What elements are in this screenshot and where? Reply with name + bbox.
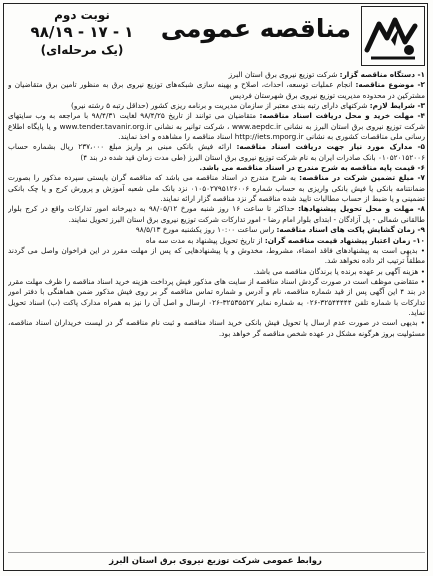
section-text: شرکت توزیع نیروی برق استان البرز	[228, 70, 340, 79]
notice-body	[8, 70, 425, 544]
section-label: ۳- شرایط لازم:	[369, 101, 425, 111]
section-opening-time	[8, 225, 425, 235]
round-label: نوبت دوم	[54, 8, 110, 22]
utility-company-logo-icon	[361, 6, 425, 66]
section-requirements	[8, 101, 425, 111]
section-text: متقاضیان می توانند از تاریخ ۹۸/۴/۲۵ لغایت ۹۸/۴/۳۱ با مراجعه به وب سایتهای شرکت توزیع نیروی برق استان البرز به نشانی www.aepdc.ir ، شرکت توانیر به نشانی www.tender.tavanir.org.ir و یا پایگاه اطلاع رسانی ملی مناقصات کشوری به نشانی http://iets.mporg.ir اسناد مناقصه را مشاهده و اخذ نمایند.	[8, 111, 425, 142]
notice-title: مناقصه عمومی	[160, 14, 351, 43]
section-label: ۲- موضوع مناقصه:	[355, 80, 425, 90]
section-guarantee	[8, 173, 425, 204]
section-label: ۱- دستگاه مناقصه گزار:	[339, 70, 425, 79]
section-label: ۴- مهلت خرید و محل دریافت اسناد مناقصه:	[259, 111, 425, 121]
notice-header	[6, 6, 427, 70]
section-organizer	[8, 70, 425, 80]
section-submission	[8, 204, 425, 225]
section-label: ۸- مهلت و محل تحویل پیشنهادها:	[298, 204, 425, 214]
section-text: انجام عملیات توسعه، احداث، اصلاح و بهینه سازی شبکه‌های توزیع نیروی برق به منظور تامین برق متقاضیان و مشترکین در محدوده مدیریت توزیع نیروی برق شهرستان فردیس	[8, 80, 425, 100]
note-item: • بدیهی است در صورت عدم ارسال یا تحویل فیش بانکی خرید اسناد مناقصه و ثبت نام مناقصه گر در لیست خریداران اسناد مناقصه، مسئولیت بروز هرگونه مشکل در عهده شخص مناقصه گر خواهد بود.	[8, 318, 425, 338]
section-required-documents	[8, 142, 425, 163]
section-validity	[8, 236, 425, 246]
footer-divider	[8, 552, 425, 553]
section-text: ارائه فیش بانکی مبنی بر واریز مبلغ ۲۳۷،۰۰۰ ریال بشماره حساب ۰۱۰۵۲۰۱۵۲۰۰۶ بانک صادرات ایران به نام شرکت توزیع نیروی برق استان البرز (طی مدت زمان قید شده در بند ۴)	[8, 142, 425, 162]
section-base-price	[8, 163, 425, 173]
section-label: ۵- مدارک مورد نیاز جهت دریافت اسناد مناقصه:	[236, 142, 425, 152]
section-text: راس ساعت ۱۰:۰۰ روز یکشنبه مورخ ۹۸/۵/۱۳	[135, 225, 277, 235]
note-item: • متقاضی موظف است در صورت گردش اسناد مناقصه از سایت های مذکور فیش پرداخت هزینه خرید اسناد مناقصه را ظرف مهلت مقرر در بند ۴ این آگهی پس از قید شماره مناقصه، نام و آدرس و شماره تماس مناقصه گر بر روی فیش مذکور ضمن هماهنگی با دفتر امور تدارکات با شماره تلفن ۳۲۵۴۴۴۴۴-۰۲۶ به شماره نمابر ۳۲۵۳۵۵۲۷-۰۲۶ ارسال و اصل آن را نیز به همراه مدارک پاکت (ب) اسناد تحویل نماید.	[8, 276, 425, 317]
section-purchase-deadline	[8, 111, 425, 142]
section-label: ۹- زمان گشایش پاکت های اسناد مناقصه:	[276, 225, 425, 235]
section-label: ۶- قیمت پایه مناقصه به شرح مندرج در اسناد مناقصه می باشد.	[199, 163, 425, 173]
public-relations-signature: روابط عمومی شرکت توزیع نیروی برق استان البرز	[109, 556, 322, 566]
section-text: به شرح مندرج در اسناد مناقصه می باشد که مناقصه گران بایستی سپرده مذکور را بصورت ضمانتنامه بانکی یا فیش بانکی واریزی به حساب شماره ۰۱۰۵۰۲۷۹۵۱۲۶۰۰۶ نزد بانک ملی شعبه آموزش و پرورش کرج و یا چک بانکی تضمینی و یا ضبط از حساب مطالبات تایید شده مناقصه گر نزد مناقصه گزار ارائه نمایند.	[8, 173, 425, 204]
section-text: شرکتهای دارای رتبه بندی معتبر از سازمان مدیریت و برنامه ریزی کشور (حداقل رتبه ۵ رشته نیرو)	[71, 101, 370, 111]
section-subject	[8, 80, 425, 101]
note-item: • هزینه آگهی بر عهده برنده یا برندگان مناقصه می باشد.	[253, 266, 425, 276]
stage-label: (یک مرحله‌ای)	[40, 43, 124, 57]
section-label: ۱۰- زمان اعتبار پیشنهاد قیمت مناقصه گران:	[264, 235, 425, 245]
note-item: • بدیهی است به پیشنهادهای فاقد امضاء، مشروط، مخدوش و یا پیشنهادهایی که پس از مهلت مقرر در این فراخوان واصل می گردند مطلقاً ترتیب اثر داده نخواهد شد.	[8, 245, 425, 266]
section-label: ۷- مبلغ تضمین شرکت در مناقصه:	[299, 173, 425, 183]
tender-info-block	[12, 6, 152, 66]
section-text: حداکثر تا ساعت ۱۶ روز شنبه مورخ ۹۸/۰۵/۱۲ به دبیرخانه امور تدارکات واقع در کرج بلوار طالقانی شمالی - پل آزادگان - ابتدای بلوار امام رضا - امور تدارکات شرکت توزیع نیروی برق استان البرز تحویل نمایند.	[8, 204, 425, 224]
tender-code: ۹۸/۱۹ - ۱۷ - ۱	[30, 23, 134, 41]
section-text: از تاریخ تحویل پیشنهاد به مدت سه ماه	[145, 235, 265, 245]
